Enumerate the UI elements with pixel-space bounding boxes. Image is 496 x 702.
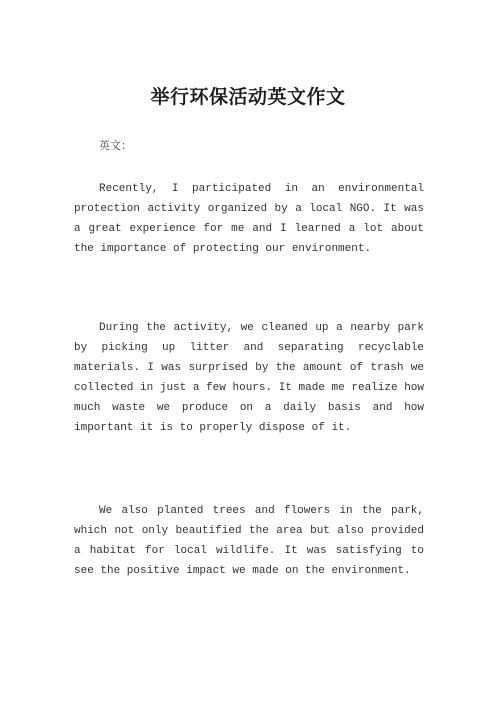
paragraph-3: We also planted trees and flowers in the park, which not only beautified the area but also provided a habitat for local wildlife. It was satisfying to see the positive impact we made on the environment. [74,505,424,577]
paragraph-2: During the activity, we cleaned up a nearby park by picking up litter and separating recyclable materials. I was surprised by the amount of trash we collected in just a few hours. It made me realize how much waste we produce on a daily basis and how important it is to properly dispose of it. [74,322,424,434]
paragraph-1: Recently, I participated in an environmental protection activity organized by a local NGO. It was a great experience for me and I learned a lot about the importance of protecting our environment. [74,183,424,255]
section-label: 英文： [99,139,132,152]
document-title: 举行环保活动英文作文 [150,86,346,108]
